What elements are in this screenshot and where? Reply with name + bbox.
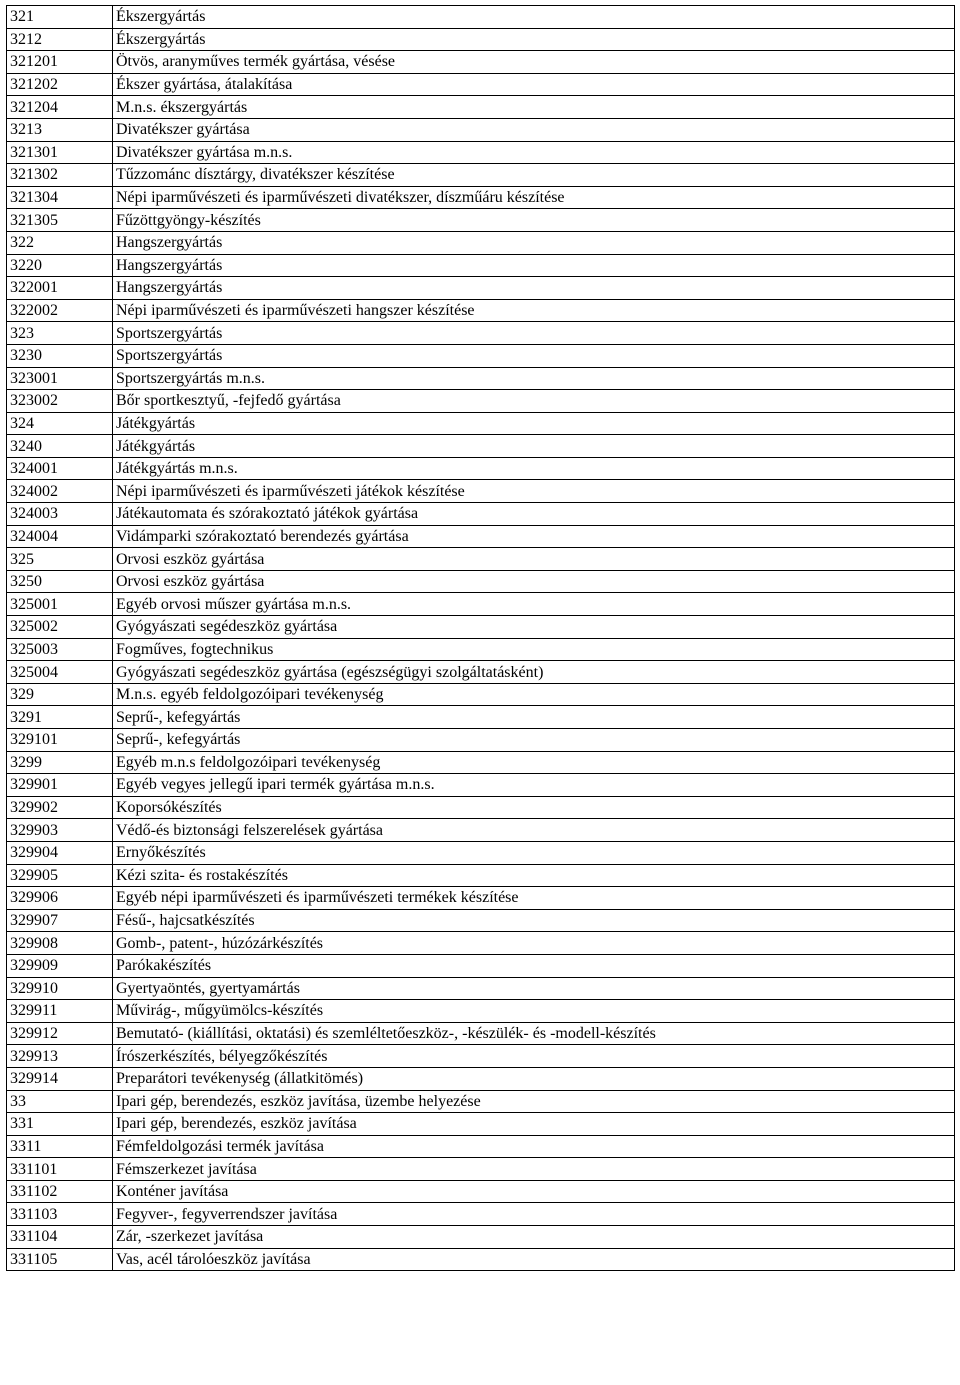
table-row: [7, 254, 955, 277]
activity-code-cell: 329901: [7, 774, 113, 797]
table-row: [7, 729, 955, 752]
activity-code-cell: 325004: [7, 661, 113, 684]
activity-code-cell: 329906: [7, 887, 113, 910]
activity-description-cell: Divatékszer gyártása: [113, 118, 955, 141]
table-row: [7, 299, 955, 322]
activity-description-cell: Művirág-, műgyümölcs-készítés: [113, 1000, 955, 1023]
table-row: [7, 683, 955, 706]
table-row: [7, 819, 955, 842]
activity-code-cell: 3213: [7, 118, 113, 141]
table-row: [7, 231, 955, 254]
table-row: [7, 164, 955, 187]
table-row: [7, 977, 955, 1000]
activity-description-cell: M.n.s. ékszergyártás: [113, 96, 955, 119]
activity-description-cell: Egyéb orvosi műszer gyártása m.n.s.: [113, 593, 955, 616]
activity-description-cell: Népi iparművészeti és iparművészeti divatékszer, díszműáru készítése: [113, 186, 955, 209]
table-row: [7, 1135, 955, 1158]
activity-description-cell: Vidámparki szórakoztató berendezés gyártása: [113, 525, 955, 548]
activity-description-cell: M.n.s. egyéb feldolgozóipari tevékenység: [113, 683, 955, 706]
activity-description-cell: Zár, -szerkezet javítása: [113, 1226, 955, 1249]
activity-description-cell: Vas, acél tárolóeszköz javítása: [113, 1248, 955, 1271]
table-row: [7, 186, 955, 209]
activity-code-cell: 33: [7, 1090, 113, 1113]
activity-code-cell: 331105: [7, 1248, 113, 1271]
activity-description-cell: Gomb-, patent-, húzózárkészítés: [113, 932, 955, 955]
activity-code-cell: 325: [7, 548, 113, 571]
activity-code-cell: 329910: [7, 977, 113, 1000]
activity-description-cell: Sportszergyártás: [113, 322, 955, 345]
activity-code-cell: 329909: [7, 954, 113, 977]
table-row: [7, 525, 955, 548]
activity-code-cell: 331: [7, 1113, 113, 1136]
table-row: [7, 593, 955, 616]
table-row: [7, 322, 955, 345]
document-page: [6, 5, 954, 1271]
activity-code-cell: 3311: [7, 1135, 113, 1158]
activity-code-cell: 331101: [7, 1158, 113, 1181]
activity-description-cell: Orvosi eszköz gyártása: [113, 548, 955, 571]
table-row: [7, 209, 955, 232]
activity-code-cell: 329: [7, 683, 113, 706]
activity-code-cell: 331102: [7, 1180, 113, 1203]
table-row: [7, 73, 955, 96]
activity-description-cell: Ékszer gyártása, átalakítása: [113, 73, 955, 96]
activity-code-cell: 322: [7, 231, 113, 254]
activity-description-cell: Népi iparművészeti és iparművészeti játékok készítése: [113, 480, 955, 503]
table-row: [7, 751, 955, 774]
activity-description-cell: Hangszergyártás: [113, 254, 955, 277]
activity-code-rows: [7, 6, 955, 1271]
table-row: [7, 638, 955, 661]
table-row: [7, 706, 955, 729]
activity-code-cell: 324003: [7, 503, 113, 526]
activity-description-cell: Fűzöttgyöngy-készítés: [113, 209, 955, 232]
table-row: [7, 774, 955, 797]
activity-code-cell: 321302: [7, 164, 113, 187]
table-row: [7, 118, 955, 141]
table-row: [7, 51, 955, 74]
table-row: [7, 1090, 955, 1113]
activity-code-table: [6, 5, 955, 1271]
activity-description-cell: Sportszergyártás m.n.s.: [113, 367, 955, 390]
activity-code-cell: 321301: [7, 141, 113, 164]
activity-code-cell: 3220: [7, 254, 113, 277]
activity-code-cell: 3250: [7, 570, 113, 593]
activity-code-cell: 329905: [7, 864, 113, 887]
table-row: [7, 841, 955, 864]
activity-description-cell: Írószerkészítés, bélyegzőkészítés: [113, 1045, 955, 1068]
table-row: [7, 864, 955, 887]
activity-code-cell: 329907: [7, 909, 113, 932]
activity-description-cell: Fémszerkezet javítása: [113, 1158, 955, 1181]
table-row: [7, 1022, 955, 1045]
activity-code-cell: 324001: [7, 457, 113, 480]
activity-description-cell: Parókakészítés: [113, 954, 955, 977]
table-row: [7, 548, 955, 571]
activity-description-cell: Koporsókészítés: [113, 796, 955, 819]
activity-description-cell: Védő-és biztonsági felszerelések gyártása: [113, 819, 955, 842]
table-row: [7, 367, 955, 390]
activity-code-cell: 324004: [7, 525, 113, 548]
activity-description-cell: Bőr sportkesztyű, -fejfedő gyártása: [113, 390, 955, 413]
activity-code-cell: 329908: [7, 932, 113, 955]
table-row: [7, 344, 955, 367]
activity-code-cell: 321304: [7, 186, 113, 209]
activity-description-cell: Egyéb m.n.s feldolgozóipari tevékenység: [113, 751, 955, 774]
table-row: [7, 412, 955, 435]
activity-code-cell: 322001: [7, 277, 113, 300]
activity-code-cell: 3230: [7, 344, 113, 367]
table-row: [7, 28, 955, 51]
activity-code-cell: 331103: [7, 1203, 113, 1226]
activity-description-cell: Egyéb népi iparművészeti és iparművészeti termékek készítése: [113, 887, 955, 910]
activity-code-cell: 329101: [7, 729, 113, 752]
activity-description-cell: Ernyőkészítés: [113, 841, 955, 864]
activity-code-cell: 329904: [7, 841, 113, 864]
activity-code-cell: 3240: [7, 435, 113, 458]
activity-description-cell: Hangszergyártás: [113, 277, 955, 300]
activity-description-cell: Kézi szita- és rostakészítés: [113, 864, 955, 887]
activity-description-cell: Sportszergyártás: [113, 344, 955, 367]
table-row: [7, 570, 955, 593]
table-row: [7, 661, 955, 684]
activity-description-cell: Ipari gép, berendezés, eszköz javítása: [113, 1113, 955, 1136]
activity-description-cell: Ékszergyártás: [113, 28, 955, 51]
activity-code-cell: 3299: [7, 751, 113, 774]
table-row: [7, 1000, 955, 1023]
table-row: [7, 1226, 955, 1249]
activity-description-cell: Gyógyászati segédeszköz gyártása (egészségügyi szolgáltatásként): [113, 661, 955, 684]
activity-description-cell: Seprű-, kefegyártás: [113, 729, 955, 752]
activity-description-cell: Fegyver-, fegyverrendszer javítása: [113, 1203, 955, 1226]
activity-description-cell: Hangszergyártás: [113, 231, 955, 254]
activity-description-cell: Konténer javítása: [113, 1180, 955, 1203]
activity-description-cell: Orvosi eszköz gyártása: [113, 570, 955, 593]
activity-code-cell: 329911: [7, 1000, 113, 1023]
table-row: [7, 1045, 955, 1068]
activity-code-cell: 324002: [7, 480, 113, 503]
activity-code-cell: 321201: [7, 51, 113, 74]
activity-description-cell: Játékgyártás: [113, 435, 955, 458]
activity-description-cell: Játékgyártás m.n.s.: [113, 457, 955, 480]
activity-code-cell: 329914: [7, 1067, 113, 1090]
activity-code-cell: 323: [7, 322, 113, 345]
activity-description-cell: Ékszergyártás: [113, 6, 955, 29]
table-row: [7, 616, 955, 639]
table-row: [7, 887, 955, 910]
activity-code-cell: 325003: [7, 638, 113, 661]
activity-description-cell: Játékgyártás: [113, 412, 955, 435]
table-row: [7, 141, 955, 164]
activity-description-cell: Preparátori tevékenység (állatkitömés): [113, 1067, 955, 1090]
activity-description-cell: Ipari gép, berendezés, eszköz javítása, üzembe helyezése: [113, 1090, 955, 1113]
activity-description-cell: Játékautomata és szórakoztató játékok gyártása: [113, 503, 955, 526]
activity-description-cell: Divatékszer gyártása m.n.s.: [113, 141, 955, 164]
activity-code-cell: 331104: [7, 1226, 113, 1249]
table-row: [7, 277, 955, 300]
activity-description-cell: Fémfeldolgozási termék javítása: [113, 1135, 955, 1158]
activity-code-cell: 323002: [7, 390, 113, 413]
activity-code-cell: 324: [7, 412, 113, 435]
activity-description-cell: Egyéb vegyes jellegű ipari termék gyártása m.n.s.: [113, 774, 955, 797]
activity-code-cell: 325001: [7, 593, 113, 616]
activity-description-cell: Seprű-, kefegyártás: [113, 706, 955, 729]
activity-code-cell: 329902: [7, 796, 113, 819]
table-row: [7, 1113, 955, 1136]
activity-description-cell: Tűzzománc dísztárgy, divatékszer készítése: [113, 164, 955, 187]
table-row: [7, 1248, 955, 1271]
activity-code-cell: 3291: [7, 706, 113, 729]
activity-description-cell: Népi iparművészeti és iparművészeti hangszer készítése: [113, 299, 955, 322]
table-row: [7, 503, 955, 526]
activity-code-cell: 329912: [7, 1022, 113, 1045]
activity-code-cell: 321202: [7, 73, 113, 96]
table-row: [7, 932, 955, 955]
activity-description-cell: Fésű-, hajcsatkészítés: [113, 909, 955, 932]
table-row: [7, 390, 955, 413]
table-row: [7, 1158, 955, 1181]
table-row: [7, 909, 955, 932]
activity-description-cell: Bemutató- (kiállítási, oktatási) és szemléltetőeszköz-, -készülék- és -modell-készítés: [113, 1022, 955, 1045]
table-row: [7, 1180, 955, 1203]
activity-description-cell: Gyógyászati segédeszköz gyártása: [113, 616, 955, 639]
table-row: [7, 96, 955, 119]
table-row: [7, 457, 955, 480]
activity-code-cell: 321204: [7, 96, 113, 119]
activity-code-cell: 329913: [7, 1045, 113, 1068]
table-row: [7, 1203, 955, 1226]
activity-code-cell: 321305: [7, 209, 113, 232]
activity-code-cell: 322002: [7, 299, 113, 322]
activity-code-cell: 325002: [7, 616, 113, 639]
table-row: [7, 954, 955, 977]
activity-code-cell: 321: [7, 6, 113, 29]
activity-description-cell: Gyertyaöntés, gyertyamártás: [113, 977, 955, 1000]
table-row: [7, 435, 955, 458]
activity-code-cell: 3212: [7, 28, 113, 51]
table-row: [7, 1067, 955, 1090]
activity-code-cell: 323001: [7, 367, 113, 390]
table-row: [7, 480, 955, 503]
activity-code-cell: 329903: [7, 819, 113, 842]
activity-description-cell: Ötvös, aranyműves termék gyártása, vésése: [113, 51, 955, 74]
activity-description-cell: Fogműves, fogtechnikus: [113, 638, 955, 661]
table-row: [7, 6, 955, 29]
table-row: [7, 796, 955, 819]
